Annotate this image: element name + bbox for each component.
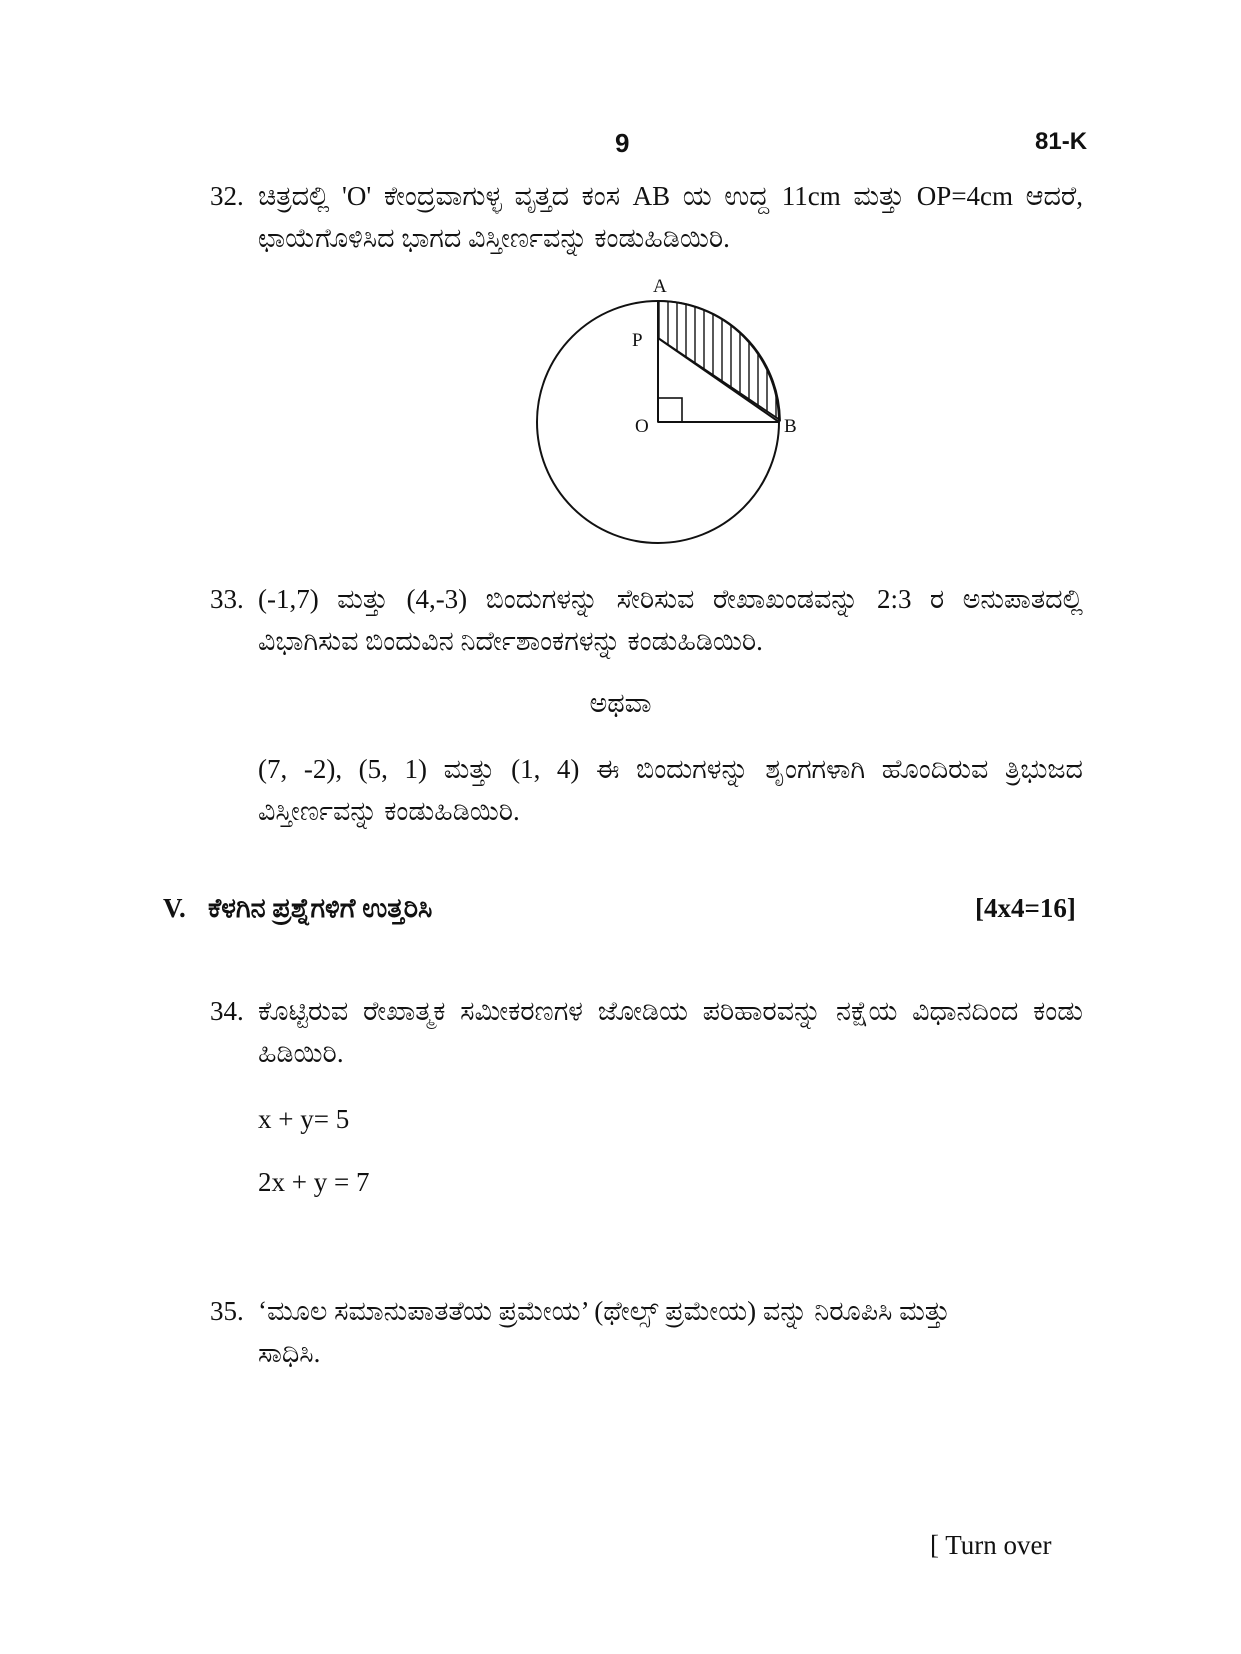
right-angle-mark bbox=[658, 398, 682, 422]
question-33-alt: (7, -2), (5, 1) ಮತ್ತು (1, 4) ಈ ಬಿಂದುಗಳನ್ನು ಶೃಂಗಗಳಾಗಿ ಹೊಂದಿರುವ ತ್ರಿಭುಜದ ವಿಸ್ತೀರ್ಣವನ್ನು ಕಂಡುಹಿಡಿಯಿರಿ. bbox=[258, 754, 1083, 826]
label-p: P bbox=[632, 330, 643, 351]
equation-1: x + y= 5 bbox=[258, 1104, 350, 1134]
equation-2: 2x + y = 7 bbox=[258, 1167, 370, 1197]
question-35 bbox=[0, 1290, 1241, 1380]
section-title: ಕೆಳಗಿನ ಪ್ರಶ್ನೆಗಳಿಗೆ ಉತ್ತರಿಸಿ bbox=[208, 893, 433, 923]
page-number: 9 bbox=[615, 128, 630, 158]
label-o: O bbox=[635, 416, 649, 437]
question-number: 35. bbox=[210, 1296, 244, 1326]
question-34 bbox=[0, 990, 1241, 1080]
section-label: V. bbox=[163, 893, 186, 923]
question-text: ‘ಮೂಲ ಸಮಾನುಪಾತತೆಯ ಪ್ರಮೇಯ’ (ಥೇಲ್ಸ್ ಪ್ರಮೇಯ) ವನ್ನು ನಿರೂಪಿಸಿ ಮತ್ತು ಸಾಧಿಸಿ. bbox=[258, 1296, 950, 1368]
question-text: (-1,7) ಮತ್ತು (4,-3) ಬಿಂದುಗಳನ್ನು ಸೇರಿಸುವ ರೇಖಾಖಂಡವನ್ನು 2:3 ರ ಅನುಪಾತದಲ್ಲಿ ವಿಭಾಗಿಸುವ ಬಿಂದುವಿನ ನಿರ್ದೇಶಾಂಕಗಳನ್ನು ಕಂಡುಹಿಡಿಯಿರಿ. bbox=[258, 584, 1083, 656]
question-number: 34. bbox=[210, 996, 244, 1026]
question-33 bbox=[0, 578, 1241, 668]
question-text: ಕೊಟ್ಟಿರುವ ರೇಖಾತ್ಮಕ ಸಮೀಕರಣಗಳ ಜೋಡಿಯ ಪರಿಹಾರವನ್ನು ನಕ್ಷೆಯ ವಿಧಾನದಿಂದ ಕಂಡು ಹಿಡಿಯಿರಿ. bbox=[258, 996, 1083, 1068]
label-a: A bbox=[653, 276, 667, 297]
question-number: 33. bbox=[210, 584, 244, 614]
label-b: B bbox=[784, 416, 797, 437]
or-label: ಅಥವಾ bbox=[589, 688, 652, 718]
section-marks: [4x4=16] bbox=[975, 893, 1076, 923]
circle-figure bbox=[520, 270, 820, 545]
paper-code: 81-K bbox=[1035, 128, 1088, 155]
question-text: ಚಿತ್ರದಲ್ಲಿ 'O' ಕೇಂದ್ರವಾಗುಳ್ಳ ವೃತ್ತದ ಕಂಸ AB ಯ ಉದ್ದ 11cm ಮತ್ತು OP=4cm ಆದರೆ, ಛಾಯೆಗೊಳಿಸಿದ ಭಾಗದ ವಿಸ್ತೀರ್ಣವನ್ನು ಕಂಡುಹಿಡಿಯಿರಿ. bbox=[258, 181, 1083, 253]
question-32 bbox=[0, 175, 1241, 265]
turn-over-note: [ Turn over bbox=[930, 1530, 1052, 1560]
question-number: 32. bbox=[210, 181, 244, 211]
